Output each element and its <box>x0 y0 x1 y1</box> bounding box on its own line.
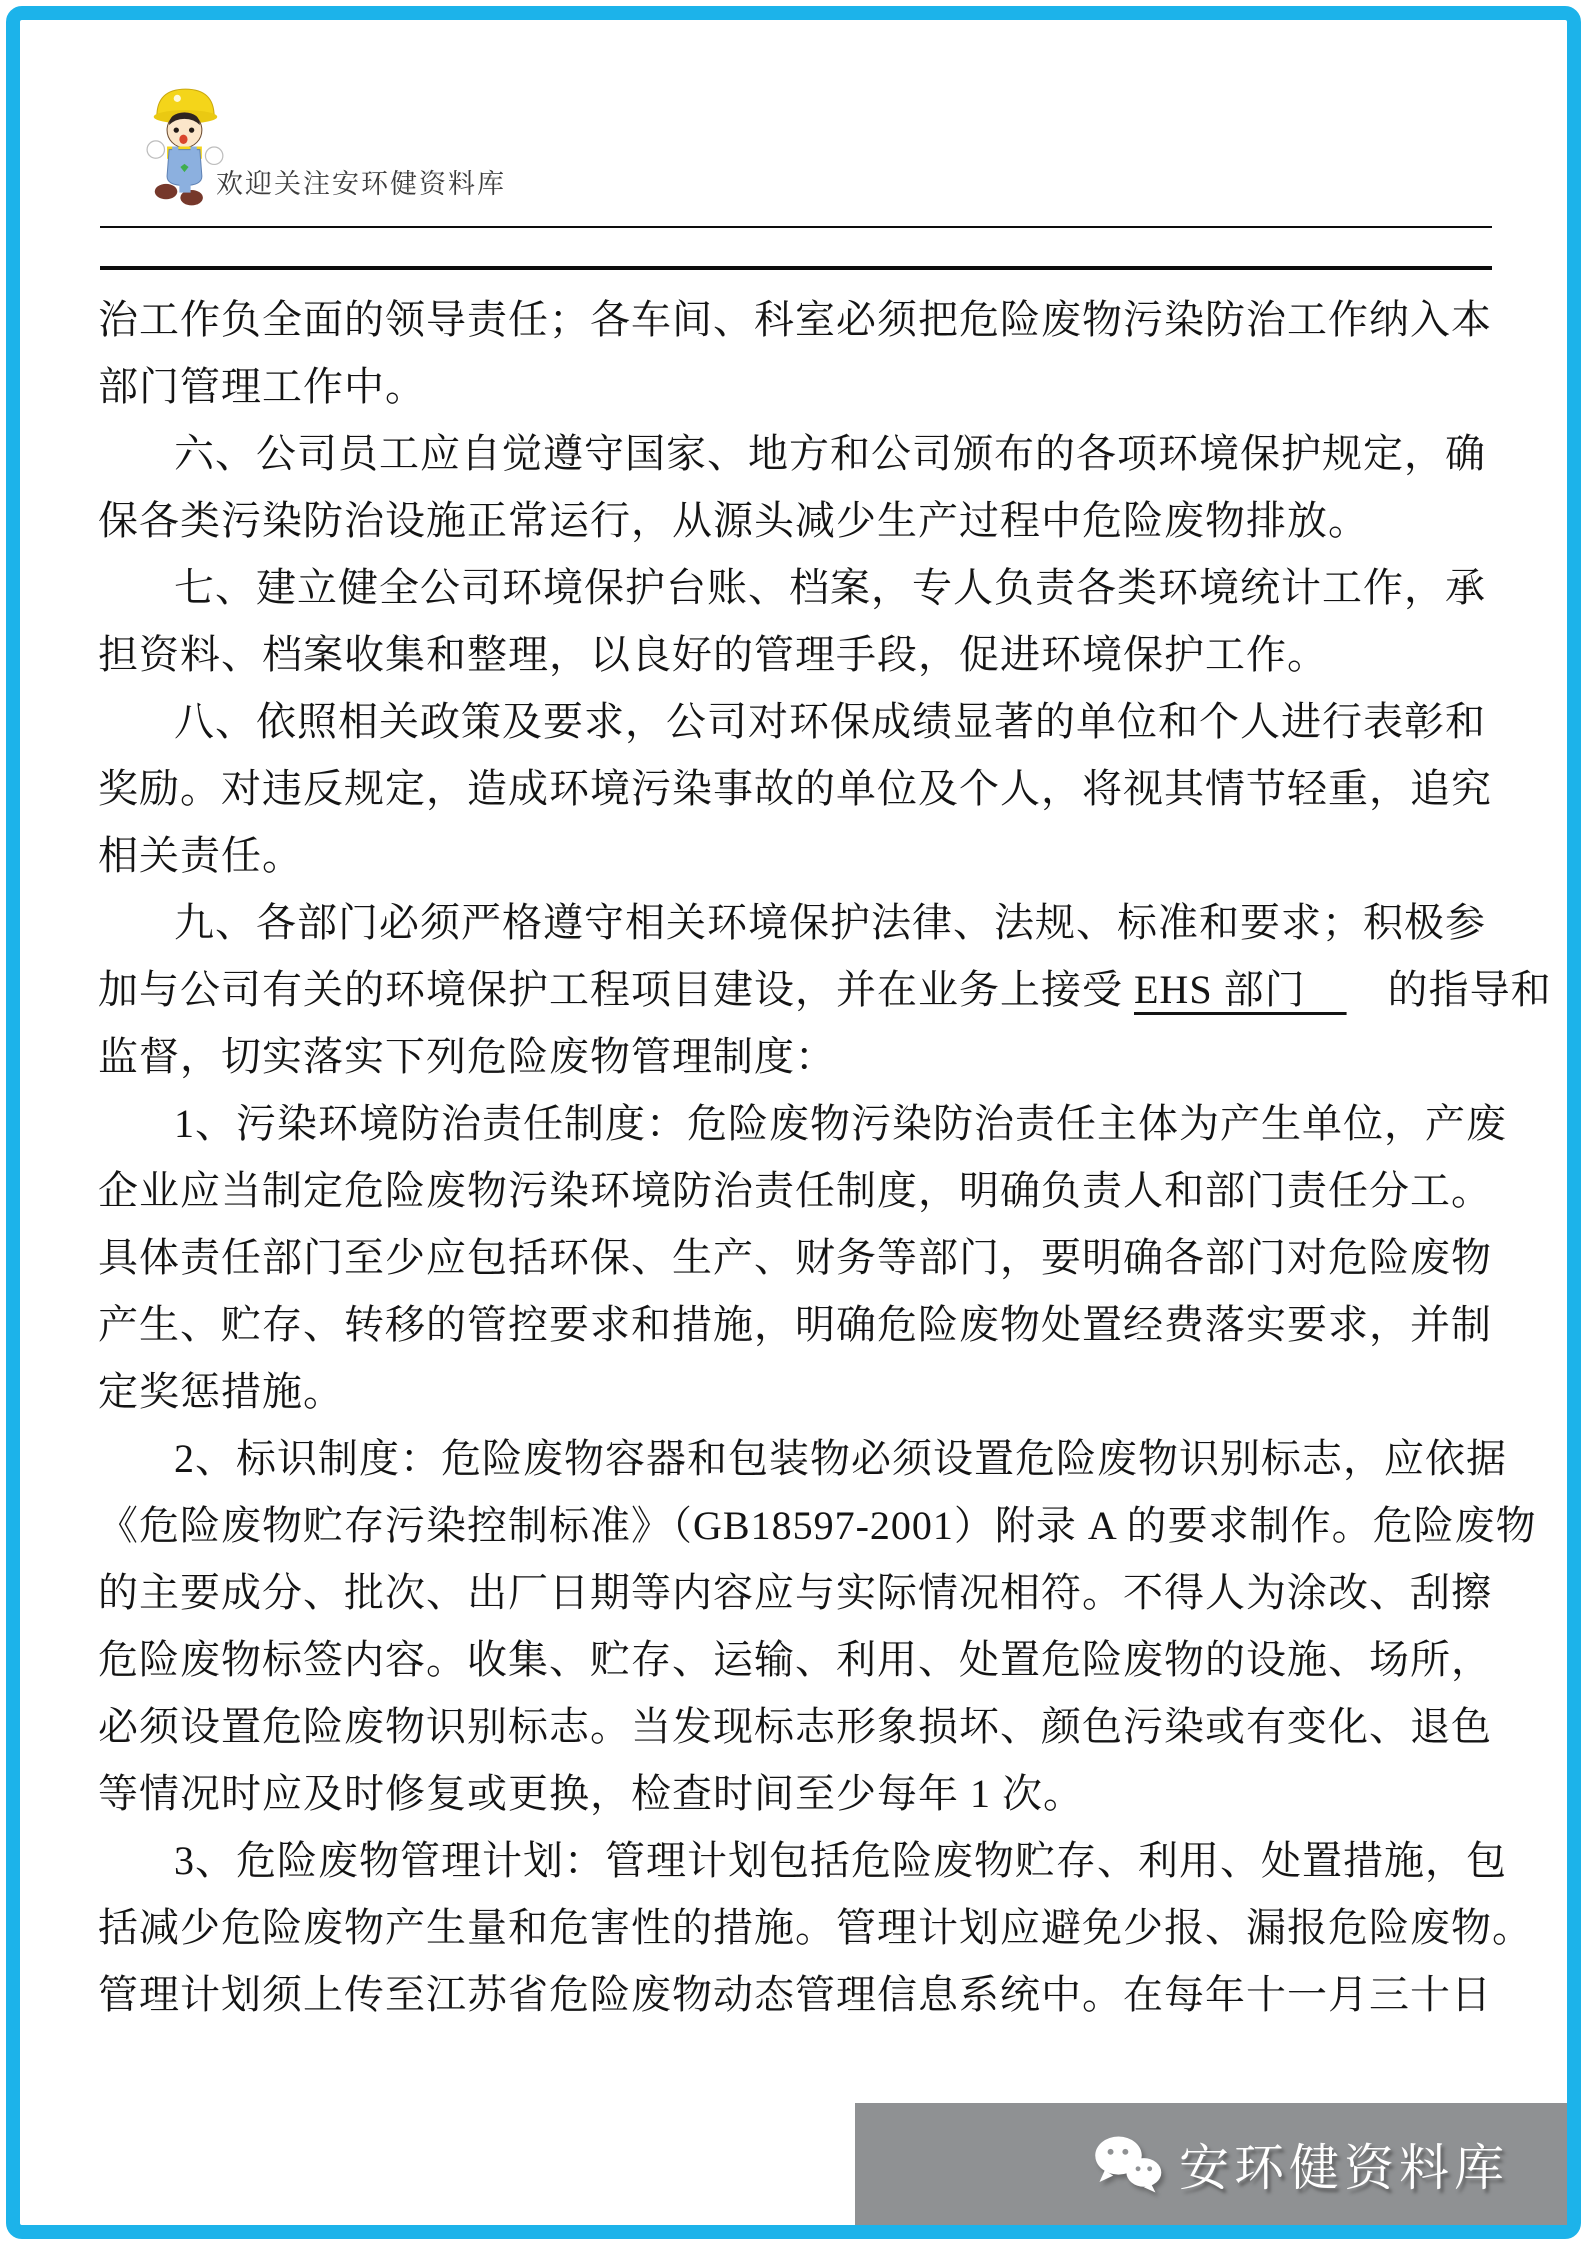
body-line: 保各类污染防治设施正常运行，从源头减少生产过程中危险废物排放。 <box>98 498 1369 543</box>
body-line-text: 的指导和 <box>1346 967 1552 1012</box>
body-line: 1、污染环境防治责任制度：危险废物污染防治责任主体为产生单位，产废 <box>174 1101 1507 1146</box>
footer-brand-text: 安环健资料库 <box>1179 2140 1509 2196</box>
header-rule-thin <box>100 226 1492 228</box>
footer-bar <box>855 2103 1567 2225</box>
body-line-text: 加与公司有关的环境保护工程项目建设，并在业务上接受 <box>98 967 1134 1012</box>
body-line: 九、各部门必须严格遵守相关环境保护法律、法规、标准和要求；积极参 <box>174 900 1486 945</box>
body-line: 治工作负全面的领导责任；各车间、科室必须把危险废物污染防治工作纳入本 <box>98 297 1492 342</box>
body-line: 定奖惩措施。 <box>98 1369 344 1414</box>
body-line: 七、建立健全公司环境保护台账、档案，专人负责各类环境统计工作，承 <box>174 565 1486 610</box>
header-rule-thick <box>100 266 1492 270</box>
body-text <box>98 286 1552 2028</box>
body-line: 括减少危险废物产生量和危害性的措施。管理计划应避免少报、漏报危险废物。 <box>98 1905 1533 1950</box>
body-line: 2、标识制度：危险废物容器和包装物必须设置危险废物识别标志，应依据 <box>174 1436 1507 1481</box>
body-line: 担资料、档案收集和整理，以良好的管理手段，促进环境保护工作。 <box>98 632 1328 677</box>
body-line: 产生、贮存、转移的管控要求和措施，明确危险废物处置经费落实要求，并制 <box>98 1302 1492 1347</box>
body-line: 危险废物标签内容。收集、贮存、运输、利用、处置危险废物的设施、场所， <box>98 1637 1492 1682</box>
body-line: 八、依照相关政策及要求，公司对环保成绩显著的单位和个人进行表彰和 <box>174 699 1486 744</box>
body-line: 等情况时应及时修复或更换，检查时间至少每年 1 次。 <box>98 1771 1084 1816</box>
body-line: 管理计划须上传至江苏省危险废物动态管理信息系统中。在每年十一月三十日 <box>98 1972 1492 2017</box>
body-line: 部门管理工作中。 <box>98 364 426 409</box>
header-brand-text: 欢迎关注安环健资料库 <box>216 169 506 199</box>
body-line: 企业应当制定危险废物污染环境防治责任制度，明确负责人和部门责任分工。 <box>98 1168 1492 1213</box>
body-line: 必须设置危险废物识别标志。当发现标志形象损坏、颜色污染或有变化、退色 <box>98 1704 1492 1749</box>
wechat-icon <box>1091 2133 1165 2195</box>
body-line: 具体责任部门至少应包括环保、生产、财务等部门，要明确各部门对危险废物 <box>98 1235 1492 1280</box>
body-line: 相关责任。 <box>98 833 303 878</box>
body-line: 《危险废物贮存污染控制标准》（GB18597-2001）附录 A 的要求制作。危险废物 <box>98 1503 1537 1548</box>
body-line: 奖励。对违反规定，造成环境污染事故的单位及个人，将视其情节轻重，追究 <box>98 766 1492 811</box>
ehs-department-underlined: EHS 部门 <box>1134 967 1347 1012</box>
body-line: 3、危险废物管理计划：管理计划包括危险废物贮存、利用、处置措施，包 <box>174 1838 1507 1883</box>
body-line: 的主要成分、批次、出厂日期等内容应与实际情况相符。不得人为涂改、刮擦 <box>98 1570 1492 1615</box>
body-line: 六、公司员工应自觉遵守国家、地方和公司颁布的各项环境保护规定，确 <box>174 431 1486 476</box>
body-line <box>98 956 1552 1023</box>
body-line: 监督，切实落实下列危险废物管理制度： <box>98 1034 836 1079</box>
